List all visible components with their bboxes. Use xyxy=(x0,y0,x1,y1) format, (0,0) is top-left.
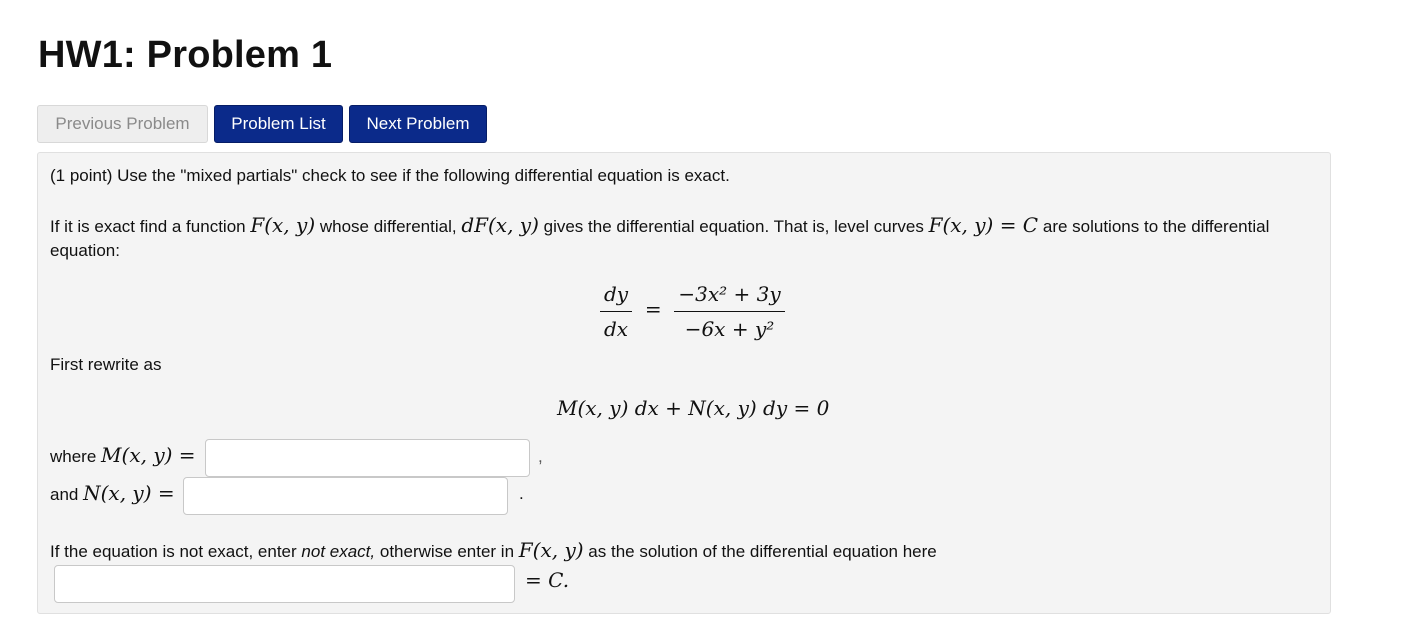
eq-rhs-num: −3x² + 3y xyxy=(674,281,784,312)
math-M: M(x, y) = xyxy=(101,443,196,467)
next-problem-button[interactable]: Next Problem xyxy=(349,105,487,143)
and-label: and xyxy=(50,485,79,504)
n-label-row xyxy=(50,482,175,506)
eq-equals: = xyxy=(644,296,662,321)
f-input[interactable] xyxy=(54,565,515,603)
problem-list-button[interactable]: Problem List xyxy=(214,105,343,143)
differential-equation xyxy=(600,281,785,342)
m-input[interactable] xyxy=(205,439,530,477)
problem-instructions xyxy=(50,214,1269,238)
final-text-3: as the solution of the differential equation here xyxy=(588,542,937,561)
math-N: N(x, y) = xyxy=(83,481,175,505)
instr-text-5: equation: xyxy=(50,241,120,260)
instr-text-4: are solutions to the differential xyxy=(1042,217,1270,236)
problem-nav xyxy=(37,105,493,143)
eq-rhs-den: −6x + y² xyxy=(684,317,775,341)
n-separator: . xyxy=(519,484,524,503)
instr-text-3: gives the differential equation. That is, level curves xyxy=(543,217,924,236)
where-label: where xyxy=(50,447,97,466)
rewrite-label: First rewrite as xyxy=(50,355,162,374)
problem-body xyxy=(37,152,1331,614)
previous-problem-button[interactable]: Previous Problem xyxy=(37,105,208,143)
eq-rhs-fraction xyxy=(674,281,784,342)
math-level-curves: F(x, y) = C xyxy=(928,213,1039,237)
page-title: HW1: Problem 1 xyxy=(38,34,333,76)
instr-text-1: If it is exact find a function xyxy=(50,217,246,236)
eq-lhs-fraction xyxy=(600,281,632,342)
math-F-final: F(x, y) xyxy=(518,538,584,562)
eq-lhs-den: dx xyxy=(604,317,629,341)
final-text-1: If the equation is not exact, enter xyxy=(50,542,297,561)
m-label-row xyxy=(50,444,196,468)
eq-lhs-num: dy xyxy=(600,281,632,312)
n-input[interactable] xyxy=(183,477,508,515)
m-separator: , xyxy=(538,447,543,466)
problem-intro: (1 point) Use the "mixed partials" check to see if the following differential equation is exact. xyxy=(50,166,730,185)
rewrite-equation: M(x, y) dx + N(x, y) dy = 0 xyxy=(557,396,830,420)
instr-text-2: whose differential, xyxy=(319,217,457,236)
math-dF: dF(x, y) xyxy=(461,213,539,237)
f-suffix: = C. xyxy=(525,568,570,592)
math-F: F(x, y) xyxy=(250,213,316,237)
final-instructions xyxy=(50,539,937,563)
final-text-2: otherwise enter in xyxy=(379,542,515,561)
final-not-exact: not exact, xyxy=(301,542,376,561)
